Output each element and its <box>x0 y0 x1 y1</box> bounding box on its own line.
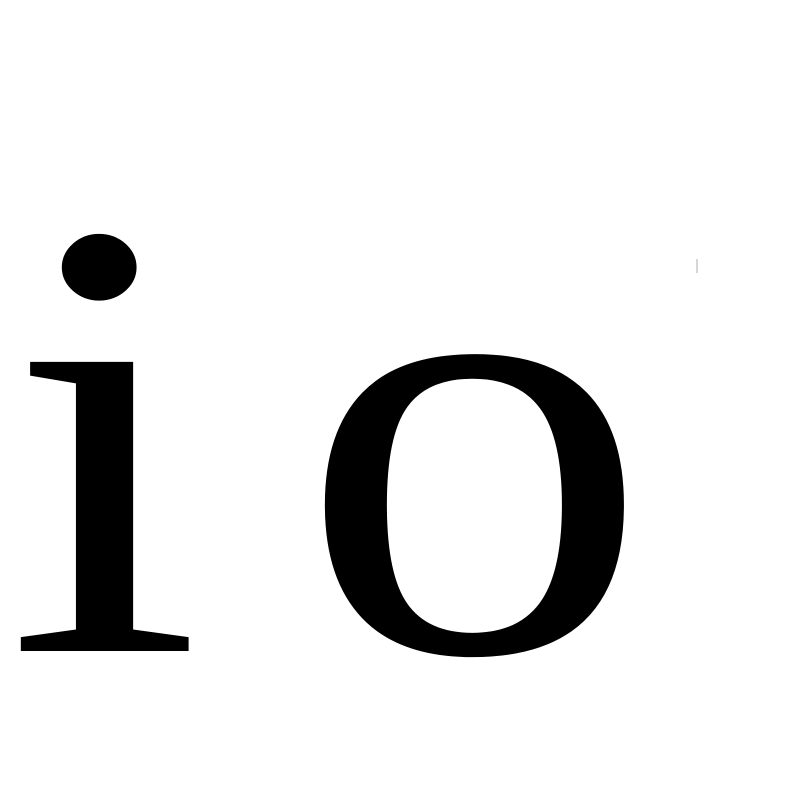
letter-i: i <box>6 91 203 788</box>
letter-o: o <box>298 91 651 788</box>
scan-speck <box>696 259 698 273</box>
